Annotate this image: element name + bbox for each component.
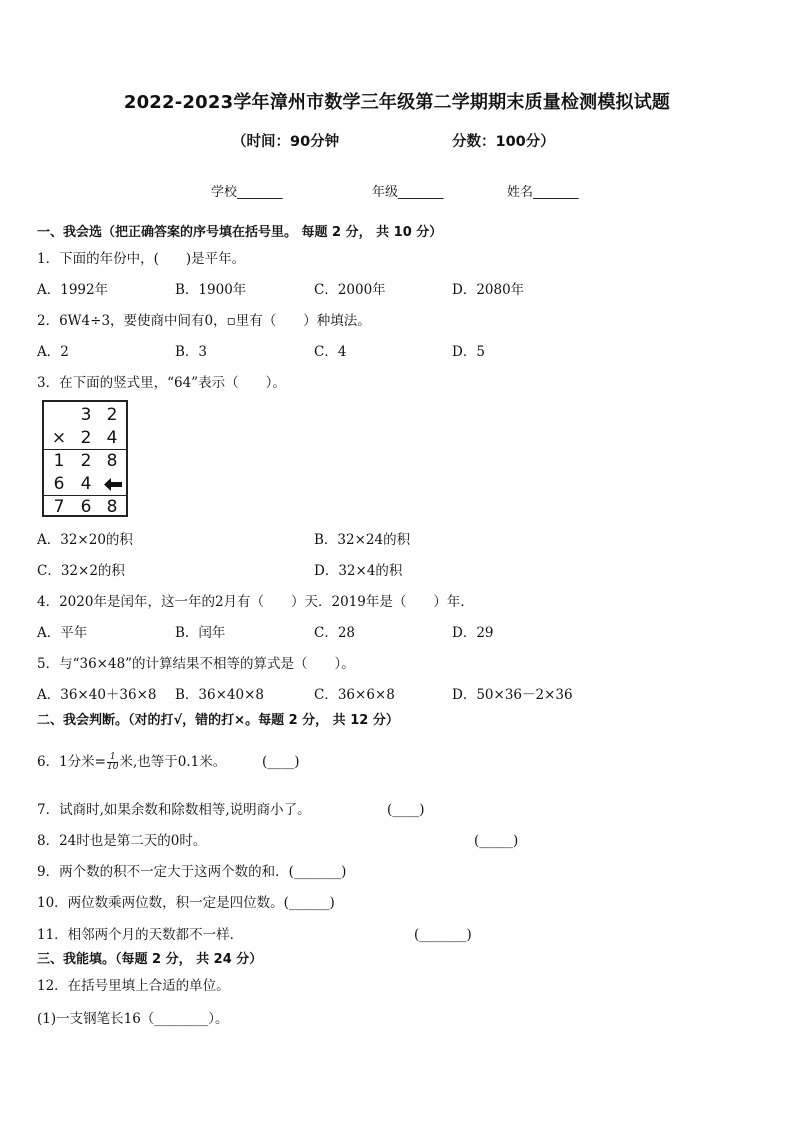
q5-option-b: B．36×40×8 <box>175 687 264 703</box>
q2-option-d: D．5 <box>452 344 485 360</box>
q4-option-b: B．闰年 <box>175 625 226 641</box>
question-6 <box>37 753 226 772</box>
q5-option-a: A．36×40＋36×8 <box>37 687 157 703</box>
mult-row-2 <box>44 427 126 449</box>
mult-digit: 2 <box>80 428 92 448</box>
q3-option-b: B．32×24的积 <box>314 532 411 548</box>
q1-option-a: A．1992年 <box>37 282 109 298</box>
mult-row-5 <box>44 496 126 518</box>
question-5: 5．与“36×48”的计算结果不相等的算式是（ ）。 <box>37 656 355 672</box>
mult-digit: 6 <box>80 497 92 517</box>
exam-time: （时间：90分钟 <box>232 134 340 150</box>
q4-option-a: A．平年 <box>37 625 88 641</box>
q1-option-c: C．2000年 <box>314 282 386 298</box>
mult-digit: 7 <box>53 497 65 517</box>
q2-option-b: B．3 <box>175 344 208 360</box>
q3-option-d: D．32×4的积 <box>314 563 403 579</box>
mult-row-4 <box>44 473 126 495</box>
question-9: 9．两个数的积不一定大于这两个数的和．(_______) <box>37 864 347 880</box>
mult-digit: 3 <box>80 405 92 425</box>
section-2-heading: 二、我会判断。（对的打√，错的打×。每题 2 分， 共 12 分） <box>37 713 399 728</box>
section-3-heading: 三、我能填。（每题 2 分， 共 24 分） <box>37 952 263 967</box>
left-arrow-icon <box>104 478 122 491</box>
q5-option-c: C．36×6×8 <box>314 687 395 703</box>
section-1-heading: 一、我会选（把正确答案的序号填在括号里。 每题 2 分， 共 10 分） <box>37 225 443 240</box>
fraction-denominator: 10 <box>107 762 119 772</box>
page-title: 2022-2023学年漳州市数学三年级第二学期期末质量检测模拟试题 <box>123 92 671 113</box>
q7-answer-blank[interactable]: (____) <box>387 802 425 818</box>
question-12: 12．在括号里填上合适的单位。 <box>37 978 230 994</box>
q1-option-b: B．1900年 <box>175 282 247 298</box>
vertical-multiplication <box>42 400 128 517</box>
mult-digit: 2 <box>106 405 118 425</box>
question-1: 1．下面的年份中，( )是平年。 <box>37 251 246 267</box>
mult-digit: 8 <box>106 451 118 471</box>
question-4: 4．2020年是闰年，这一年的2月有（ ）天．2019年是（ ）年． <box>37 594 474 610</box>
q3-option-a: A．32×20的积 <box>37 532 133 548</box>
q4-option-d: D．29 <box>452 625 494 641</box>
q1-option-d: D．2080年 <box>452 282 525 298</box>
question-10: 10．两位数乘两位数，积一定是四位数。(______) <box>37 895 335 911</box>
question-3: 3．在下面的竖式里，“64”表示（ ）。 <box>37 375 286 391</box>
mult-digit: 4 <box>80 474 92 494</box>
mult-digit: 4 <box>106 428 118 448</box>
q6-text-post: 米,也等于0.1米。 <box>119 754 227 770</box>
school-field: 学校_______ <box>211 185 283 200</box>
multiply-sign: × <box>51 428 67 448</box>
question-8: 8．24时也是第二天的0时。 <box>37 833 207 849</box>
q2-option-c: C．4 <box>314 344 347 360</box>
fraction <box>107 753 118 772</box>
q3-option-c: C．32×2的积 <box>37 563 125 579</box>
q11-answer-blank[interactable]: (_______) <box>414 927 472 943</box>
q6-answer-blank[interactable]: (____) <box>262 754 300 770</box>
question-11: 11．相邻两个月的天数都不一样． <box>37 927 244 943</box>
q8-answer-blank[interactable]: (_____) <box>474 833 519 849</box>
grade-field: 年级_______ <box>372 185 444 200</box>
q4-option-c: C．28 <box>314 625 356 641</box>
fraction-numerator: 1 <box>107 753 118 763</box>
mult-digit: 1 <box>53 451 65 471</box>
question-2: 2．6W4÷3，要使商中间有0，▫里有（ ）种填法。 <box>37 313 371 329</box>
mult-row-1 <box>44 404 126 426</box>
mult-digit: 2 <box>80 451 92 471</box>
q6-text-pre: 6．1分米= <box>37 754 106 770</box>
question-12-part-1: (1)一支钢笔长16（________）。 <box>37 1011 229 1027</box>
mult-digit: 6 <box>53 474 65 494</box>
q2-option-a: A．2 <box>37 344 69 360</box>
q5-option-d: D．50×36－2×36 <box>452 687 573 703</box>
exam-score: 分数：100分） <box>452 134 555 150</box>
question-7: 7．试商时,如果余数和除数相等,说明商小了。 <box>37 802 311 818</box>
name-field: 姓名_______ <box>507 185 579 200</box>
mult-row-3 <box>44 450 126 472</box>
mult-digit: 8 <box>106 497 118 517</box>
